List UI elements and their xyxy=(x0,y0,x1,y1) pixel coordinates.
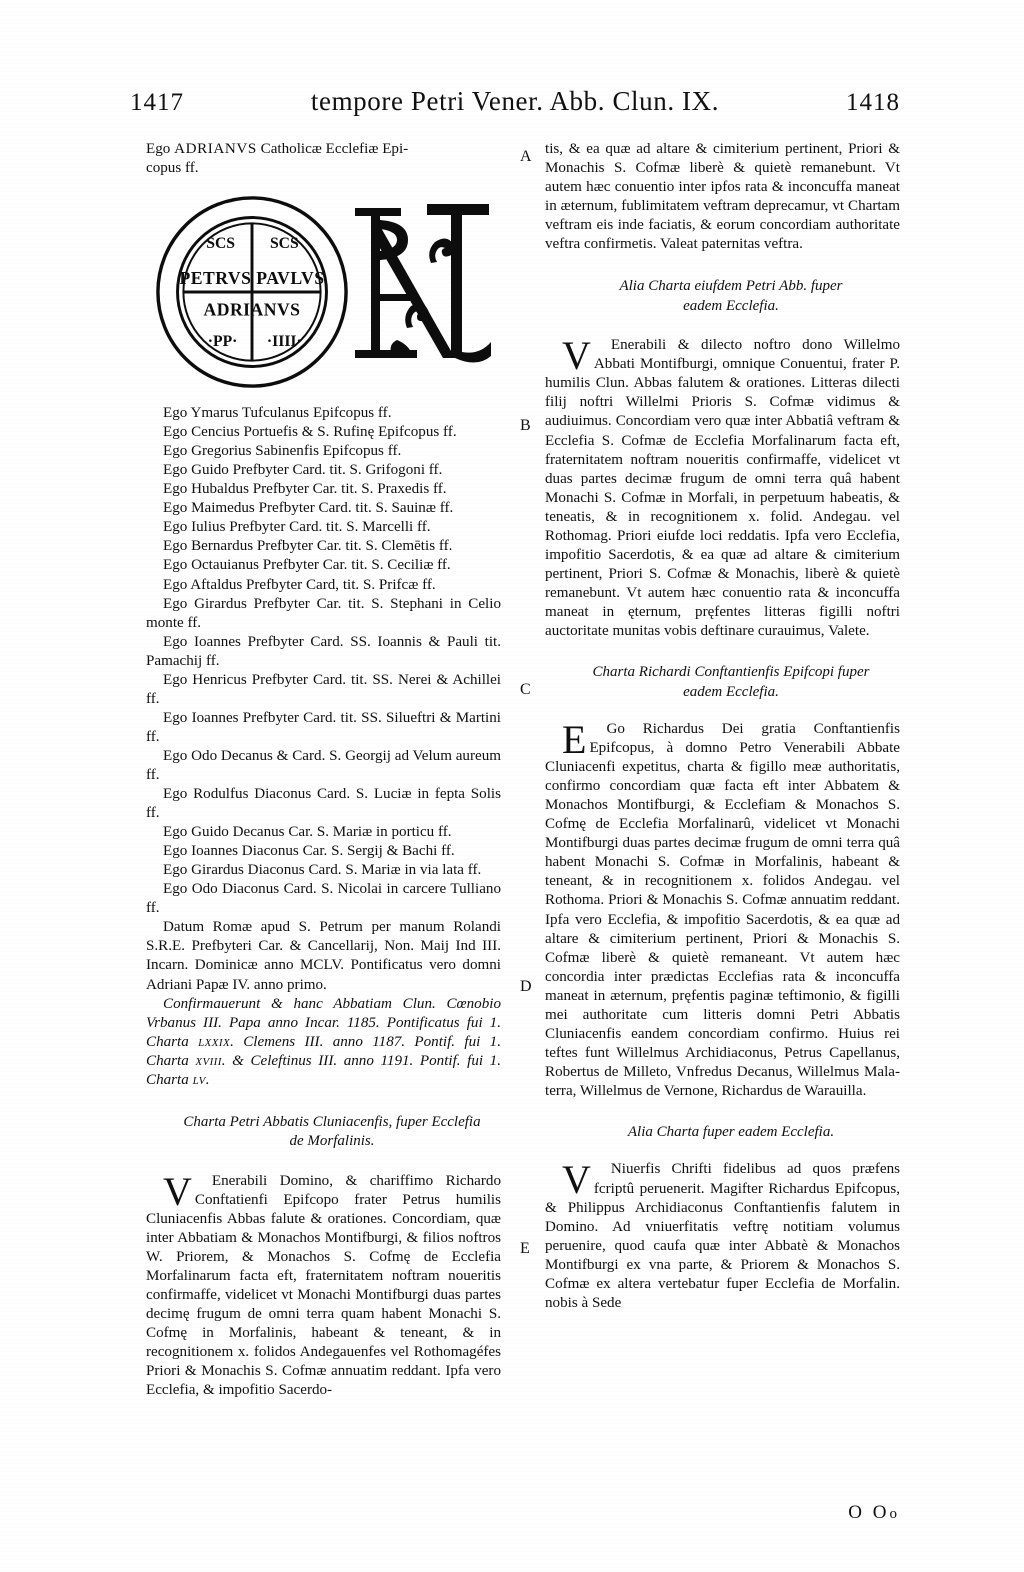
confirmation-text-3: . & Celeftinus III. anno 1191. Pontif. fui 1. Charta xyxy=(146,1052,501,1088)
page-title: tempore Petri Vener. Abb. Clun. IX. xyxy=(310,86,720,116)
charta-numeral-3: lv xyxy=(192,1071,206,1088)
folio-number-left: 1417 xyxy=(130,89,184,116)
heading-line-2: eadem Ecclefia. xyxy=(683,683,779,700)
drop-cap-initial: V xyxy=(562,1157,591,1203)
papal-emblem-row xyxy=(146,188,501,400)
charta-richardi-paragraph xyxy=(545,717,900,1101)
charta-petri-paragraph xyxy=(146,1168,501,1401)
subscription-line: Ego Odo Diaconus Card. S. Nicolai in carcere Tulliano ff. xyxy=(146,881,501,917)
papal-rota-seal xyxy=(154,194,350,390)
svg-text:·IIII·: ·IIII· xyxy=(266,332,302,350)
charta-numeral-2: xviii xyxy=(195,1052,222,1069)
svg-text:PETRVS PAVLVS: PETRVS PAVLVS xyxy=(179,268,325,289)
svg-text:SCS: SCS xyxy=(206,234,236,252)
confirmation-note xyxy=(146,995,501,1090)
subscription-line: Ego Ymarus Tufculanus Epifcopus ff. xyxy=(163,405,392,422)
confirmation-text-1: Confirmauerunt & hanc Abbatiam Clun. Cœnobio Vrbanus III. Papa anno Incar. 1185. Pontificatus fui 1. Charta xyxy=(146,995,501,1050)
subscription-line: Ego Cencius Portuefis & S. Rufinę Epifcopus ff. xyxy=(163,424,457,441)
drop-cap-initial: V xyxy=(163,1168,192,1214)
subscription-line: Ego Rodulfus Diaconus Card. S. Luciæ in fepta Solis ff. xyxy=(146,786,501,822)
pope-name-smallcaps: ADRIANVS xyxy=(174,141,257,157)
alia-charta-text: Enerabili & dilecto noftro dono Willelmo Abbati Montifburgi, omnique Conuentui, frater P. humilis Clun. Abbas falutem & orationes. Litteras dilecti filij noftri Willelmi Prioris S. Cofmæ vidimus & audiuimus. Concordiam vero quæ inter Abbatiâ veftram & Ecclefia S. Cofmæ de Ecclefia Morfalinarum facta eft, fraternitatem noftram noueritis confirmaffe, videlicet vt duas partes decimæ frugum de omni terra quâ habent Monachi S. Cofmæ in Morfali, in perpetuum habeatis, & teneatis, & in recognitionem x. folid. Andegau. vel Rothomag. Priori eiufde loci reddatis. Ipfa vero Ecclefia, impofitio Sacerdotis, & ea quæ ad altare & cimiterium pertinent, Priori S. Cofmæ & Monachis, liberè & quietè remanebunt. Vt autem hæc conuentio rata & inconcuffa maneat in ęternum, pręfentes litteras figilli noftri auctoritate munitas vobis deftinare curauimus, Valete. xyxy=(545,337,900,639)
running-head xyxy=(130,86,900,126)
dating-clause: Datum Romæ apud S. Petrum per manum Rolandi S.R.E. Prefbyteri Car. & Cancellarij, Non. Maij Ind III. Incarn. Dominicæ anno MCLV. Pontificatus vero domni Adriani Papæ IV. anno primo. xyxy=(146,919,501,993)
charta-numeral-1: lxxix xyxy=(198,1033,231,1050)
opening-text-1: Ego xyxy=(146,141,175,157)
opening-subscription xyxy=(146,140,501,178)
opening-text-3: copus ff. xyxy=(146,160,199,177)
charta-petri-text: Enerabili Domino, & chariffimo Richardo Conftatienfi Epifcopo frater Petrus humilis Cluniacenfis Abbas falute & orationes. Concordiam, quæ inter Abbatiam & Monachos Montifburgi, & filios noftros W. Priorem, & Monachos S. Cofmę de Ecclefia Morfalinarum facta eft, fraternitatem noftram noueritis confirmaffe, videlicet vt Monachi Montifburgi duas partes decimę frugum de omni terra quam habent Monachi S. Cofmę in Morfalinis, habeant & teneant, & in recognitionem x. folidos Andegauenfes vel Rothomagéfes Priori & Monachis S. Cofmæ annuatim reddant. Ipfa vero Ecclefia, & impofitio Sacerdo- xyxy=(146,1172,501,1399)
two-column-body xyxy=(146,140,900,1510)
margin-letter-e: E xyxy=(520,1240,530,1257)
margin-letter-d: D xyxy=(520,978,532,995)
confirmation-text-2: . Clemens III. anno 1187. Pontif. fui 1. Charta xyxy=(146,1033,501,1069)
drop-cap-initial: E xyxy=(562,717,587,763)
drop-cap-initial: V xyxy=(562,333,591,379)
signature-mark-small: o xyxy=(889,1506,900,1522)
subscription-line: Ego Guido Prefbyter Card. tit. S. Grifogoni ff. xyxy=(163,462,443,479)
subscription-line: Ego Hubaldus Prefbyter Car. tit. S. Praxedis ff. xyxy=(163,481,447,498)
subscription-line: Ego Girardus Diaconus Card. S. Mariæ in via lata ff. xyxy=(163,862,482,879)
signature-mark-main: O O xyxy=(848,1502,890,1523)
bene-valete-monogram xyxy=(351,190,501,380)
heading-alia-charta xyxy=(545,277,900,316)
margin-letter-b: B xyxy=(520,417,531,434)
heading-alia-charta-2 xyxy=(545,1123,900,1143)
heading-line-1: Charta Richardi Conftantienfis Epifcopi fuper xyxy=(592,664,870,681)
heading-line-1: Charta Petri Abbatis Cluniacenfis, fuper Ecclefia xyxy=(183,1113,481,1130)
svg-text:SCS: SCS xyxy=(269,234,299,252)
alia-charta-2-paragraph xyxy=(545,1157,900,1312)
heading-line-2: de Morfalinis. xyxy=(289,1133,375,1150)
opening-text-2: Catholicæ Ecclefiæ Epi- xyxy=(256,141,409,157)
alia-charta-2-text: Niuerfis Chrifti fidelibus ad quos præfens fcriptû peruenerit. Magifter Richardus Epifcopus, & Philippus Archidiaconus Conftantienfis falutem in Domino. Ad vniuerfitatis veftrę notitiam volumus peruenire, quod caufa quæ inter Abbatè & Monachos Montifburgi ex vna parte, & Priorem & Monachos S. Cofmæ ex altera vertebatur fuper Ecclefia de Morfalin. nobis à Sede xyxy=(545,1161,900,1311)
left-column xyxy=(146,140,501,1400)
margin-letter-c: C xyxy=(520,681,531,698)
subscription-line: Ego Iulius Prefbyter Card. tit. S. Marcelli ff. xyxy=(163,519,431,536)
svg-text:ADRIANVS: ADRIANVS xyxy=(203,299,301,320)
subscription-line: Ego Ioannes Diaconus Car. S. Sergij & Bachi ff. xyxy=(163,843,455,860)
heading-line-1: Alia Charta fuper eadem Ecclefia. xyxy=(627,1123,835,1140)
charta-richardi-text: Go Richardus Dei gratia Conftantienfis Epifcopus, à domno Petro Venerabili Abbate Cluniacenfi expetitus, charta & figillo meæ authoritatis, confirmo concordiam quæ facta eft inter Abbatem & Monachos Montifburgi, & Ecclefiam & Monachos S. Cofmę de Ecclefia Morfalinarû, videlicet vt Monachi Montifburgi duas partes decimæ frugum de omni terra quâ habent Monachi S. Cofmæ in Morfalinis, habeant & teneant, & in recognitionem x. folidos Andegau. vel Rothoma. Priori & Monachis S. Cofmæ annuatim reddant. Ipfa vero Ecclefia, & impofitio Sacerdotis, & ea quæ ad altare & cimiterium pertinent, Priori & Monachis S. Cofmæ liberè & quietè remaneant. Vt autem hæc concordia inter prædictas Ecclefias rata & inconcuffa maneat in æternum, pręfentis paginæ teftimonio, & figilli mei authoritate cum litteris domni Petri Abbatis Cluniacenfis eandem concordiam confirmo. Huius rei teftes funt Willelmus Archidiaconus, Petrus Capellanus, Robertus de Milleto, Vnfredus Decanus, Willelmus Mala-terra, Willelmus de Vernone, Richardus de Warauilla. xyxy=(545,721,900,1099)
margin-letter-a: A xyxy=(520,148,532,165)
heading-line-1: Alia Charta eiufdem Petri Abb. fuper xyxy=(619,278,843,295)
subscription-line: Ego Guido Decanus Car. S. Mariæ in porticu ff. xyxy=(163,824,452,841)
subscription-line: Ego Girardus Prefbyter Car. tit. S. Stephani in Celio monte ff. xyxy=(146,595,501,631)
subscription-line: Ego Aftaldus Prefbyter Card, tit. S. Prifcæ ff. xyxy=(163,576,436,593)
subscription-line: Ego Bernardus Prefbyter Car. tit. S. Clemētis ff. xyxy=(163,538,453,555)
subscription-line: Ego Odo Decanus & Card. S. Georgij ad Velum aureum ff. xyxy=(146,747,501,783)
alia-charta-paragraph xyxy=(545,333,900,641)
subscription-line: Ego Henricus Prefbyter Card. tit. SS. Nerei & Achillei ff. xyxy=(146,671,501,707)
subscription-line: Ego Octauianus Prefbyter Car. tit. S. Ceciliæ ff. xyxy=(163,557,451,574)
signature-mark xyxy=(848,1502,900,1524)
subscription-line: Ego Gregorius Sabinenfis Epifcopus ff. xyxy=(163,443,402,460)
heading-line-2: eadem Ecclefia. xyxy=(683,297,779,314)
confirmation-text-4: . xyxy=(205,1071,210,1088)
folio-number-right: 1418 xyxy=(845,89,900,116)
svg-text:·PP·: ·PP· xyxy=(207,332,238,350)
heading-charta-petri xyxy=(146,1113,501,1152)
subscription-list xyxy=(146,404,501,918)
right-column xyxy=(545,140,900,1313)
heading-charta-richardi xyxy=(545,663,900,702)
subscription-line: Ego Maimedus Prefbyter Card. tit. S. Sauinæ ff. xyxy=(163,500,454,517)
continuation-paragraph: tis, & ea quæ ad altare & cimiterium pertinent, Priori & Monachis S. Cofmæ liberè & quietè remanebunt. Vt autem hæc conuentio inter ipfos rata & inconcuffa maneat in æternum, fublimitatem veftram deprecamur, vt Chartam veftram eis inde faciatis, & eorum concordiam authoritate veftra confirmetis. Valeat paternitas veftra. xyxy=(545,141,900,253)
subscription-line: Ego Ioannes Prefbyter Card. tit. SS. Silueftri & Martini ff. xyxy=(146,709,501,745)
subscription-line: Ego Ioannes Prefbyter Card. SS. Ioannis & Pauli tit. Pamachij ff. xyxy=(146,633,501,669)
